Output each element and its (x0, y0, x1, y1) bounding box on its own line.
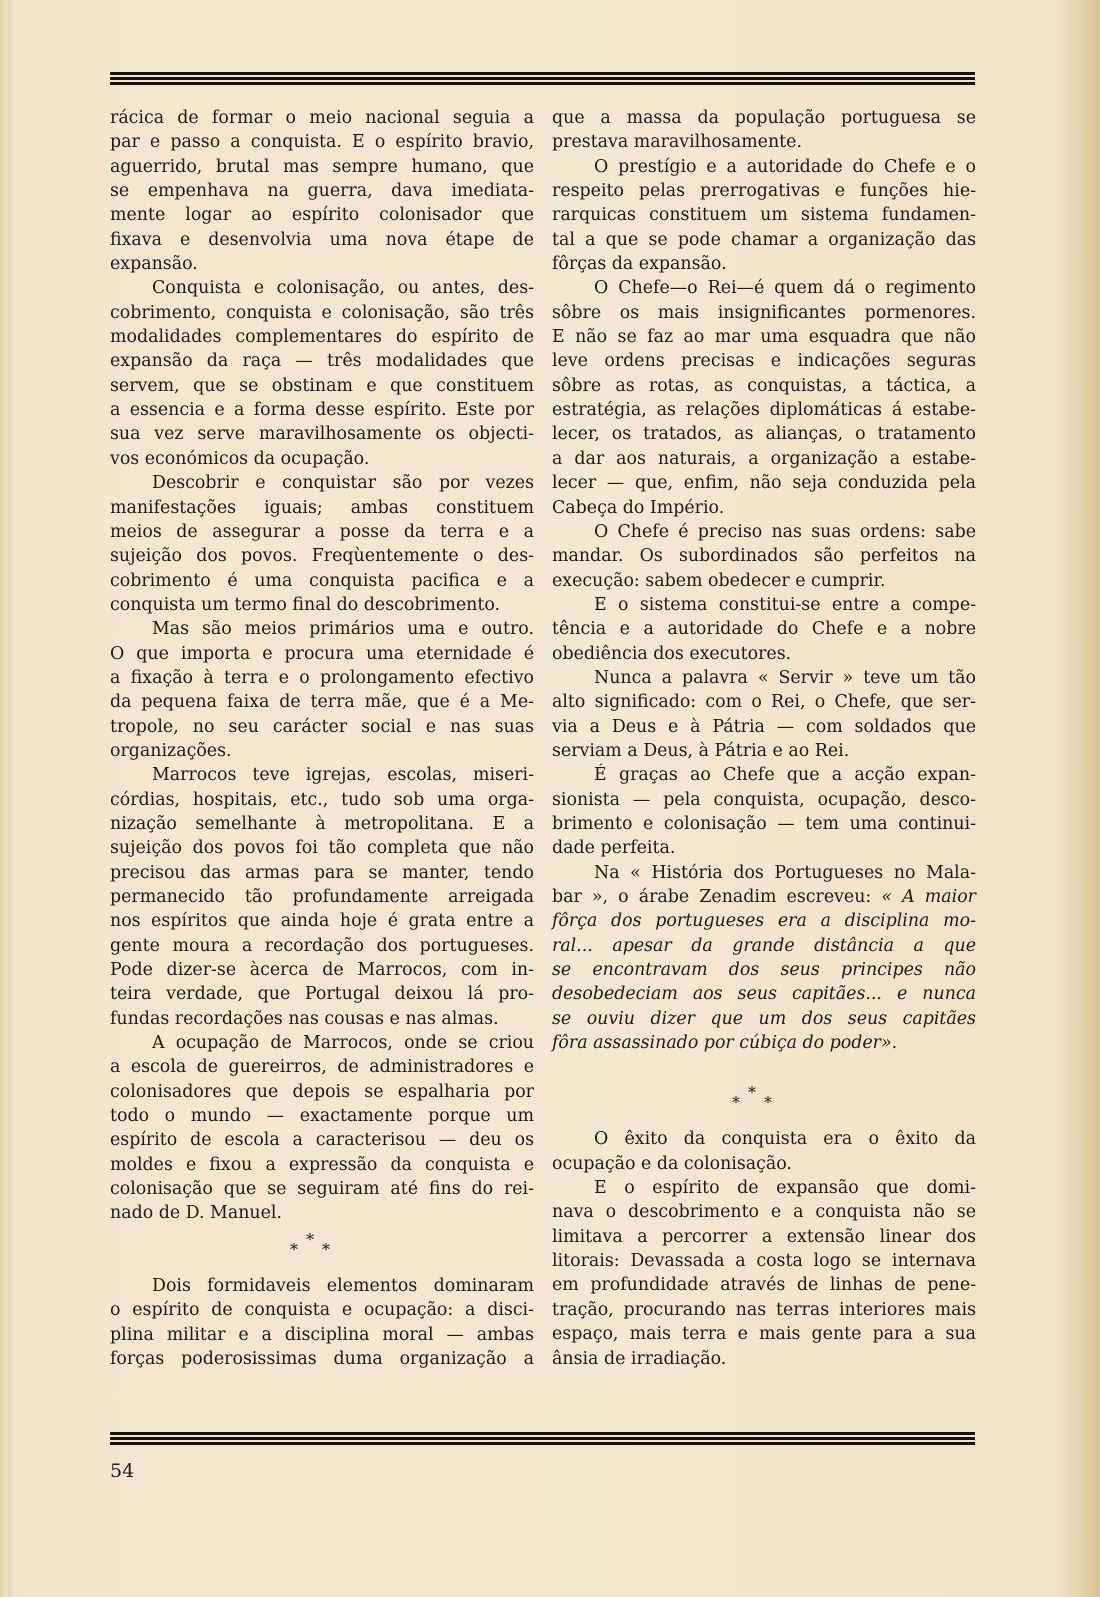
text-run: permanecido tão profundamente arreigada (110, 887, 534, 907)
text-run: conquista um termo final do descobrimento. (110, 594, 501, 615)
text-line (110, 544, 534, 568)
text-run: precisou das armas para se manter, tendo (110, 862, 534, 883)
text-line (552, 763, 976, 787)
text-run: Cabeça do Império. (552, 497, 725, 518)
text-line (552, 544, 976, 568)
text-line (110, 106, 534, 130)
text-line (552, 471, 976, 495)
section-separator (552, 1079, 976, 1127)
text-line (110, 763, 534, 787)
text-run: córdias, hospitais, etc., tudo sob uma orga- (110, 789, 534, 810)
text-line (552, 1273, 976, 1297)
text-run: lecer, os tratados, as alianças, o tratamento (552, 424, 976, 445)
text-line (110, 642, 534, 666)
text-line (552, 885, 976, 909)
text-run: fixava e desenvolvia uma nova étape de (110, 229, 534, 250)
text-line (110, 496, 534, 520)
text-run: par e passo a conquista. E o espírito bravio, (110, 132, 534, 153)
text-line (110, 1080, 534, 1104)
text-run: sôbre as rotas, as conquistas, a táctica, a (552, 375, 976, 396)
text-line (110, 982, 534, 1006)
text-run: aguerrido, brutal mas sempre humano, que (110, 156, 534, 177)
text-line (110, 715, 534, 739)
text-line (552, 276, 976, 300)
text-run: alto significado: com o Rei, o Chefe, que ser- (552, 692, 976, 713)
text-run: plina militar e a disciplina moral — ambas (110, 1324, 534, 1345)
text-line (552, 958, 976, 982)
right-column (552, 106, 976, 1371)
text-run: prestava maravilhosamente. (552, 132, 802, 153)
text-run: o espírito de conquista e ocupação: a disci- (110, 1300, 534, 1321)
text-run: cobrimento é uma conquista pacifica e a (110, 570, 534, 591)
text-run: em profundidade através de linhas de pene- (552, 1275, 976, 1296)
text-run: a essencia e a forma desse espírito. Este por (110, 400, 534, 421)
text-run: espaço, mais terra e mais gente para a sua (552, 1324, 976, 1345)
text-line (552, 228, 976, 252)
text-line (110, 398, 534, 422)
text-line (552, 617, 976, 641)
text-run: Na « História dos Portugueses no Mala- (594, 862, 976, 883)
text-line (552, 569, 976, 593)
text-run: sua vez serve maravilhosamente os objecti- (110, 424, 534, 445)
text-line (552, 155, 976, 179)
text-run: E o espírito de expansão que domi- (594, 1178, 976, 1199)
text-run: litorais: Devassada a costa logo se internava (552, 1251, 976, 1272)
text-run: estratégia, as relações diplomáticas á estabe- (552, 400, 976, 421)
text-line (110, 325, 534, 349)
text-run: se empenhava na guerra, dava imediata- (110, 181, 534, 202)
text-run: a fixação à terra e o prolongamento efectivo (110, 667, 534, 688)
text-run: rarquicas constituem um sistema fundamen- (552, 205, 976, 226)
italic-quote-run: se encontravam dos seus principes não (552, 960, 976, 981)
text-line (552, 788, 976, 812)
text-run: mandar. Os subordinados são perfeitos na (552, 546, 976, 567)
text-run: teira verdade, que Portugal deixou lá pro- (110, 984, 534, 1005)
text-run: ocupação e da colonisação. (552, 1153, 792, 1174)
text-run: leve ordens precisas e indicações seguras (552, 351, 976, 372)
text-line (110, 447, 534, 471)
text-line (552, 1152, 976, 1176)
text-line (110, 1201, 534, 1225)
text-run: tal a que se pode chamar a organização das (552, 229, 976, 250)
text-run: Conquista e colonisação, ou antes, des- (152, 278, 534, 299)
text-run: dade perfeita. (552, 838, 676, 859)
text-run: que a massa da população portuguesa se (552, 108, 976, 128)
italic-quote-run: desobedeciam aos seus capitães... e nunca (552, 984, 976, 1005)
text-line (110, 301, 534, 325)
text-line (110, 349, 534, 373)
top-rule (110, 72, 975, 86)
text-run: sionista — pela conquista, ocupação, desco- (552, 789, 976, 810)
text-run: a dar aos naturais, a organização a estabe- (552, 448, 976, 469)
text-run: O Chefe—o Rei—é quem dá o regimento (594, 278, 976, 299)
text-line (110, 130, 534, 154)
text-line (110, 1323, 534, 1347)
bottom-rule (110, 1432, 975, 1446)
text-run: nos espíritos que ainda hoje é grata entre a (110, 911, 534, 932)
text-line (552, 374, 976, 398)
text-line (110, 1347, 534, 1371)
text-line (110, 228, 534, 252)
section-separator (110, 1226, 534, 1274)
text-line (552, 1007, 976, 1031)
text-run: nização semelhante à metropolitana. E a (110, 813, 534, 834)
text-line (552, 934, 976, 958)
text-run: O êxito da conquista era o êxito da (594, 1129, 976, 1150)
italic-quote-run: fôrça dos portugueses era a disciplina mo- (552, 911, 976, 932)
text-run: obediência dos executores. (552, 643, 792, 664)
separator-asterisk: * (764, 1093, 772, 1113)
separator-asterisk: * (748, 1083, 756, 1103)
text-line (552, 349, 976, 373)
text-run: da pequena faixa de terra mãe, que é a Me- (110, 692, 534, 713)
text-run: nava o descobrimento e a conquista não se (552, 1202, 976, 1223)
text-line (552, 252, 976, 276)
text-line (552, 179, 976, 203)
text-run: Descobrir e conquistar são por vezes (152, 473, 534, 494)
text-line (110, 1274, 534, 1298)
text-line (552, 1127, 976, 1151)
text-run: fôrças da expansão. (552, 254, 727, 275)
text-run: limitava a percorrer a extensão linear dos (552, 1226, 976, 1247)
text-run: colonisadores que depois se espalharia por (110, 1081, 534, 1102)
text-run: E não se faz ao mar uma esquadra que não (552, 327, 976, 348)
text-run: nado de D. Manuel. (110, 1203, 282, 1224)
text-line (110, 1177, 534, 1201)
text-line (552, 982, 976, 1006)
text-line (110, 203, 534, 227)
text-run: O Chefe é preciso nas suas ordens: sabe (594, 521, 976, 542)
text-line (552, 739, 976, 763)
text-line (110, 812, 534, 836)
text-run: ânsia de irradiação. (552, 1348, 727, 1369)
text-line (552, 447, 976, 471)
text-line (110, 422, 534, 446)
text-run: modalidades complementares do espírito de (110, 327, 534, 348)
text-run: sujeição dos povos foi tão completa que não (110, 838, 534, 859)
text-line (110, 934, 534, 958)
separator-asterisk: * (322, 1239, 330, 1259)
text-run: tropole, no seu carácter social e nas suas (110, 716, 534, 737)
text-line (552, 715, 976, 739)
text-run: Mas são meios primários uma e outro. (152, 619, 534, 640)
text-run: rácica de formar o meio nacional seguia a (110, 108, 534, 128)
text-line (110, 958, 534, 982)
text-line (110, 374, 534, 398)
text-line (552, 301, 976, 325)
text-run: fundas recordações nas cousas e nas almas. (110, 1008, 499, 1029)
text-line (110, 1128, 534, 1152)
text-line (552, 1347, 976, 1371)
text-run: moldes e fixou a expressão da conquista e (110, 1154, 534, 1175)
text-run: execução: sabem obedecer e cumprir. (552, 570, 886, 591)
text-line (110, 1153, 534, 1177)
text-run: respeito pelas prerrogativas e funções hie- (552, 181, 976, 202)
text-line (110, 885, 534, 909)
text-line (552, 909, 976, 933)
text-run: cobrimento, conquista e colonisação, são três (110, 302, 534, 323)
text-line (552, 861, 976, 885)
text-line (552, 1249, 976, 1273)
text-line (110, 1104, 534, 1128)
text-line (552, 398, 976, 422)
text-run: via a Deus e à Pátria — com soldados que (552, 716, 976, 737)
text-line (552, 1176, 976, 1200)
text-line (110, 1298, 534, 1322)
text-line (552, 422, 976, 446)
text-run: A ocupação de Marrocos, onde se criou (152, 1033, 534, 1054)
text-run: gente moura a recordação dos portugueses. (110, 935, 534, 956)
text-line (110, 1007, 534, 1031)
text-line (110, 179, 534, 203)
text-line (552, 812, 976, 836)
text-run: sujeição dos povos. Freqùentemente o des- (110, 546, 534, 567)
right-text-block-b (552, 1127, 976, 1370)
text-line (110, 836, 534, 860)
text-run: sôbre os mais insignificantes pormenores. (552, 302, 976, 323)
text-line (110, 1055, 534, 1079)
left-column (110, 106, 534, 1371)
text-line (552, 1200, 976, 1224)
text-line (552, 203, 976, 227)
text-run: É graças ao Chefe que a acção expan- (594, 765, 976, 786)
text-line (110, 861, 534, 885)
text-line (110, 155, 534, 179)
text-run: espírito de escola a caracterisou — deu os (110, 1130, 534, 1151)
text-line (552, 836, 976, 860)
left-text-block-b (110, 1274, 534, 1371)
italic-quote-run: « A maior (881, 887, 976, 907)
text-line (552, 1225, 976, 1249)
text-line (552, 642, 976, 666)
italic-quote-run: fôra assassinado por cúbiça do poder». (552, 1033, 898, 1054)
text-run: tência e a autoridade do Chefe e a nobre (552, 619, 976, 640)
text-line (552, 1031, 976, 1055)
text-line (110, 471, 534, 495)
text-run: servem, que se obstinam e que constituem (110, 375, 534, 396)
text-line (552, 106, 976, 130)
text-line (552, 666, 976, 690)
text-run: brimento e colonisação — tem uma continui- (552, 813, 976, 834)
text-run: mente logar ao espírito colonisador que (110, 205, 534, 226)
text-run: O prestígio e a autoridade do Chefe e o (594, 156, 976, 177)
text-line (110, 520, 534, 544)
text-run: bar », o árabe Zenadim escreveu: (552, 887, 882, 907)
text-run: Marrocos teve igrejas, escolas, miseri- (152, 765, 534, 786)
text-line (110, 788, 534, 812)
separator-asterisk: * (306, 1229, 314, 1249)
text-line (552, 1322, 976, 1346)
text-run: todo o mundo — exactamente porque um (110, 1106, 534, 1127)
text-run: a escola de guereirros, de administradores e (110, 1057, 534, 1078)
page-number: 54 (110, 1460, 135, 1482)
text-run: lecer — que, enfim, não seja conduzida pela (552, 473, 976, 494)
text-run: organizações. (110, 740, 232, 761)
text-line (110, 690, 534, 714)
text-run: meios de assegurar a posse da terra e a (110, 521, 534, 542)
separator-asterisk: * (732, 1093, 740, 1113)
text-line (110, 666, 534, 690)
text-line (110, 739, 534, 763)
separator-asterisk: * (290, 1239, 298, 1259)
text-run: forças poderosissimas duma organização a (110, 1348, 534, 1369)
text-run: Dois formidaveis elementos dominaram (152, 1275, 534, 1296)
text-run: Pode dizer-se àcerca de Marrocos, com in- (110, 960, 534, 981)
text-line (552, 496, 976, 520)
text-line (110, 909, 534, 933)
text-run: tração, procurando nas terras interiores mais (552, 1299, 976, 1320)
text-run: expansão da raça — três modalidades que (110, 351, 534, 372)
text-line (110, 593, 534, 617)
italic-quote-run: ral... apesar da grande distância a que (552, 935, 976, 956)
text-line (110, 252, 534, 276)
right-text-block-a (552, 106, 976, 1055)
text-line (110, 276, 534, 300)
text-line (552, 520, 976, 544)
text-run: expansão. (110, 254, 198, 275)
text-run: manifestações iguais; ambas constituem (110, 497, 534, 518)
text-line (552, 1298, 976, 1322)
text-line (552, 325, 976, 349)
text-run: serviam a Deus, à Pátria e ao Rei. (552, 740, 850, 761)
text-line (110, 569, 534, 593)
text-line (110, 1031, 534, 1055)
text-run: O que importa e procura uma eternidade é (110, 643, 534, 664)
text-run: colonisação que se seguiram até fins do rei- (110, 1179, 534, 1200)
text-line (552, 690, 976, 714)
text-run: E o sistema constitui-se entre a compe- (594, 594, 976, 615)
italic-quote-run: se ouviu dizer que um dos seus capitães (552, 1008, 976, 1029)
text-line (552, 130, 976, 154)
text-line (110, 617, 534, 641)
text-run: Nunca a palavra « Servir » teve um tão (594, 667, 976, 688)
left-text-block-a (110, 106, 534, 1226)
text-line (552, 593, 976, 617)
text-run: vos económicos da ocupação. (110, 448, 370, 469)
